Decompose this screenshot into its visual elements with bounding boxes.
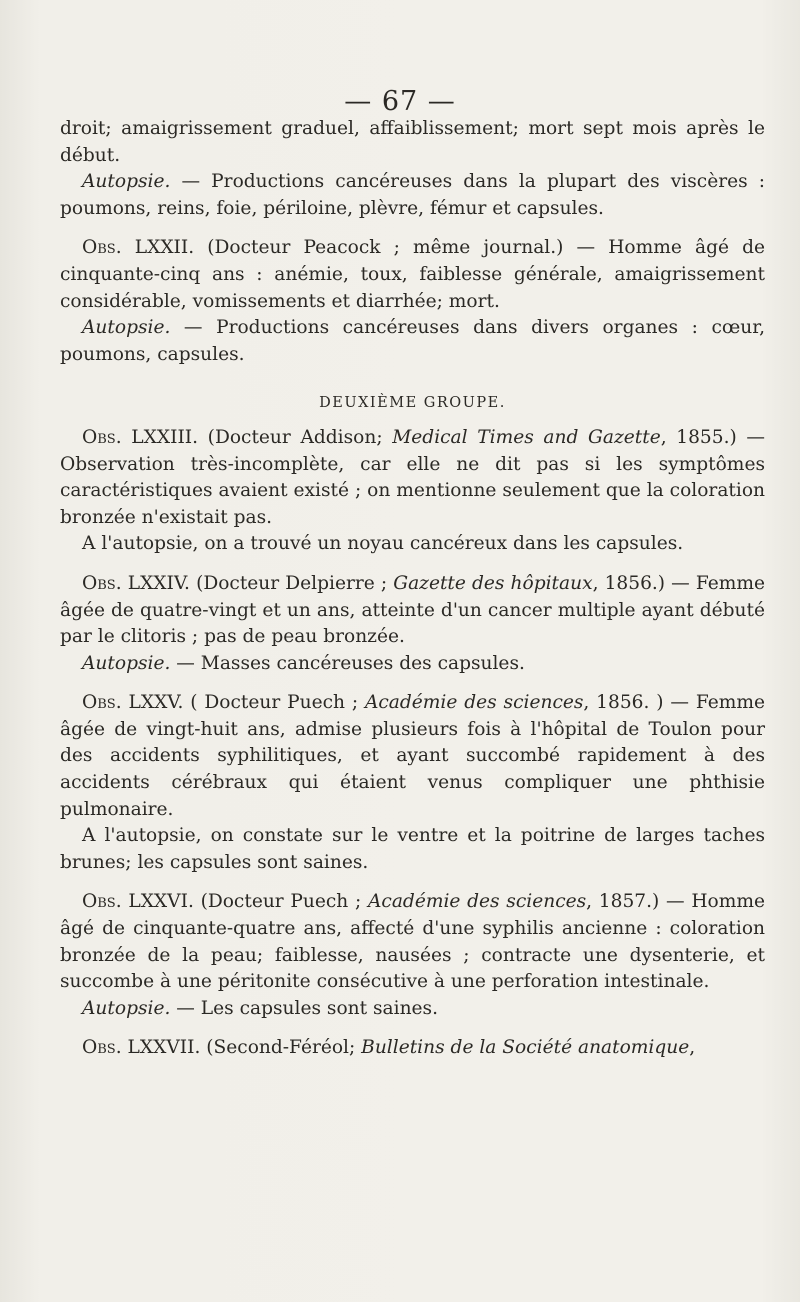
paragraph: Obs. LXXIV. (Docteur Delpierre ; Gazette des hôpitaux, 1856.) — Femme âgée de quatre-vingt et un ans, atteinte d'un cancer multiple ayant débuté par le clitoris ; pas de peau bronzée. — [60, 572, 766, 648]
paragraph: Obs. LXXV. ( Docteur Puech ; Académie des sciences, 1856. ) — Femme âgée de vingt-huit ans, admise plusieurs fois à l'hôpital de Toulon pour des accidents syphilitiques, et ayant succombé rapidement à des accidents cérébraux qui étaient venus compliquer une phthisie pulmonaire. — [60, 692, 765, 820]
paragraph: Autopsie. — Productions cancéreuses dans divers organes : cœur, poumons, capsules. — [60, 317, 765, 365]
obs-label: Obs. — [82, 237, 122, 259]
paragraph: Obs. LXXVI. (Docteur Puech ; Académie des sciences, 1857.) — Homme âgé de cinquante-quatre ans, affecté d'une syphilis ancienne : coloration bronzée de la peau; faiblesse, nausées ; contracte une dysenterie, et succombe à une péritonite consécutive à une perforation intestinale. — [60, 891, 765, 993]
obs-label: Obs. — [82, 426, 122, 448]
paragraph: Obs. LXXIII. (Docteur Addison; Medical Times and Gazette, 1855.) — Observation très-incomplète, car elle ne dit pas si les symptômes caractéristiques avaient existé ; on mentionne seulement que la coloration bronzée n'existait pas. — [60, 426, 765, 528]
body-text — [60, 116, 765, 1062]
source-title: Bulletins de la Société anatomique — [361, 1037, 690, 1059]
obs-label: Obs. — [82, 572, 122, 594]
section-heading: DEUXIÈME GROUPE. — [319, 395, 506, 412]
paragraph: A l'autopsie, on a trouvé un noyau cancéreux dans les capsules. — [82, 533, 684, 555]
paragraph: A l'autopsie, on constate sur le ventre et la poitrine de larges taches brunes; les capsules sont saines. — [60, 825, 765, 873]
paragraph: droit; amaigrissement graduel, affaiblissement; mort sept mois après le début. — [60, 118, 765, 166]
obs-label: Obs. — [82, 692, 122, 714]
obs-label: Obs. — [82, 891, 122, 913]
paragraph: Autopsie. — Masses cancéreuses des capsules. — [82, 652, 525, 674]
autopsy-lead: Autopsie. — [82, 317, 171, 339]
paragraph: Autopsie. — Les capsules sont saines. — [82, 997, 439, 1019]
source-title: Medical Times and Gazette — [392, 426, 661, 448]
source-title: Gazette des hôpitaux — [393, 572, 593, 594]
source-title: Académie des sciences — [368, 891, 587, 913]
source-title: Académie des sciences — [364, 692, 584, 714]
paragraph: Autopsie. — Productions cancéreuses dans la plupart des viscères : poumons, reins, foie, périloine, plèvre, fémur et capsules. — [60, 171, 765, 219]
autopsy-lead: Autopsie. — [82, 652, 171, 674]
paragraph: Obs. LXXII. (Docteur Peacock ; même journal.) — Homme âgé de cinquante-cinq ans : anémie, toux, faiblesse générale, amaigrissement considérable, vomissements et diarrhée; mort. — [60, 237, 765, 312]
autopsy-lead: Autopsie. — [82, 171, 171, 193]
paragraph: Obs. LXXVII. (Second-Féréol; Bulletins de la Société anatomique, — [82, 1037, 696, 1059]
autopsy-lead: Autopsie. — [82, 997, 171, 1019]
page-number: — 67 — — [344, 86, 456, 117]
obs-label: Obs. — [82, 1037, 122, 1059]
